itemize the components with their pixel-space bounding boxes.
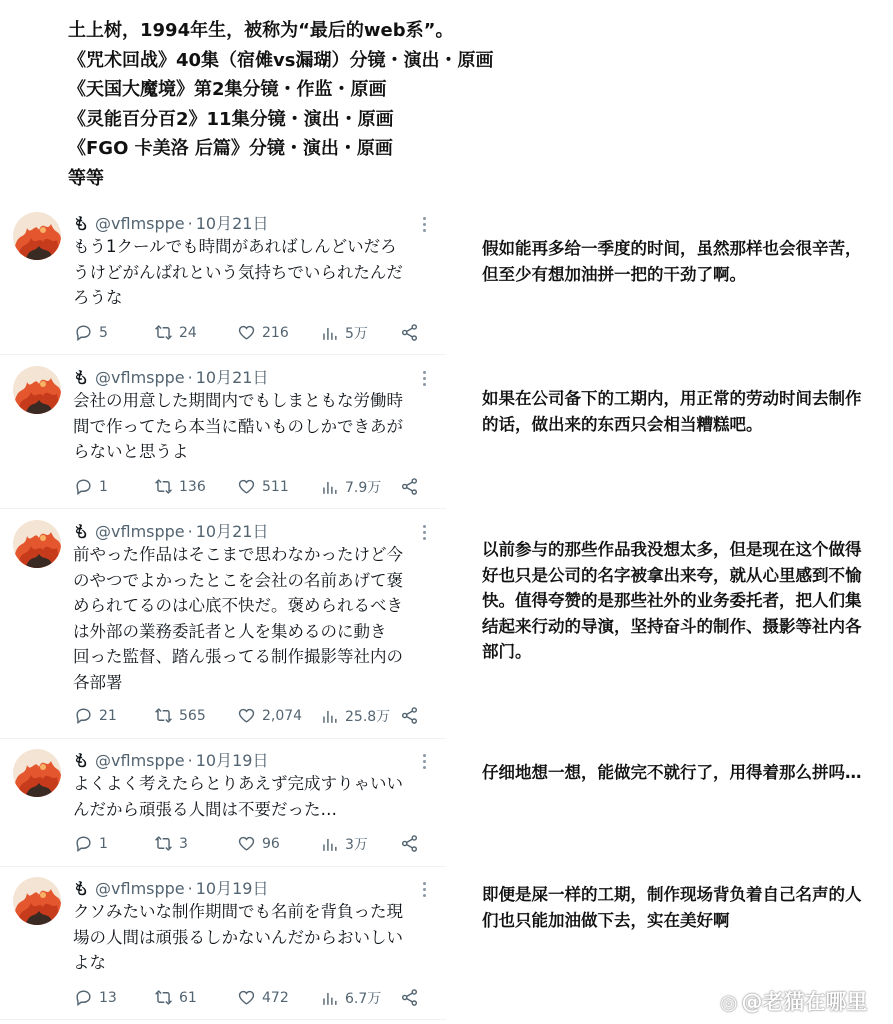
- user-handle[interactable]: @vflmsppe: [95, 879, 185, 898]
- tweet[interactable]: [0, 749, 446, 867]
- reply-button[interactable]: [74, 323, 108, 342]
- tweet[interactable]: [0, 877, 446, 1020]
- tweet-header: [73, 366, 268, 390]
- like-count: 511: [262, 478, 289, 495]
- intro-line: 土上树，1994年生，被称为“最后的web系”。: [68, 20, 454, 41]
- watermark: [720, 986, 867, 1016]
- retweet-icon: [154, 477, 173, 496]
- translation-text: 仔细地想一想，能做完不就行了，用得着那么拼吗…: [482, 763, 862, 782]
- tweet-date[interactable]: 10月21日: [195, 522, 269, 541]
- intro-line: 等等: [68, 167, 104, 189]
- tweet-text: クソみたいな制作期間でも名前を背負った現 場の人間は頑張るしかないんだからおいしい よな: [73, 902, 403, 972]
- retweet-button[interactable]: [154, 988, 197, 1007]
- tweet-actions: [74, 477, 424, 499]
- retweet-button[interactable]: [154, 477, 206, 496]
- like-count: 472: [262, 989, 289, 1006]
- tweet-header: [73, 520, 268, 544]
- avatar[interactable]: [13, 877, 61, 925]
- reply-icon: [74, 706, 93, 725]
- watermark-text: @老猫在哪里: [741, 990, 868, 1014]
- retweet-count: 136: [179, 478, 206, 495]
- translation-text: 假如能再多给一季度的时间，虽然那样也会很辛苦，但至少有想加油拼一把的干劲了啊。: [482, 239, 862, 284]
- tweet-date[interactable]: 10月21日: [195, 368, 269, 387]
- share-icon: [400, 477, 419, 496]
- tweet-date[interactable]: 10月21日: [195, 214, 269, 233]
- views-icon: [320, 478, 339, 497]
- tweet-actions: [74, 323, 424, 345]
- translation-text: 以前参与的那些作品我没想太多，但是现在这个做得好也只是公司的名字被拿出来夸，就从心里感到不愉快。值得夸赞的是那些社外的业务委托者，把人们集结起来行动的导演，坚持奋斗的制作、摄影等社内各部门。: [482, 540, 862, 661]
- tweet-header: [73, 877, 268, 901]
- display-name[interactable]: も: [73, 751, 90, 770]
- reply-button[interactable]: [74, 988, 117, 1007]
- reply-icon: [74, 477, 93, 496]
- retweet-count: 24: [179, 324, 197, 341]
- views-count: 3万: [345, 837, 368, 853]
- share-button[interactable]: [400, 477, 419, 496]
- like-button[interactable]: [237, 706, 302, 725]
- avatar[interactable]: [13, 520, 61, 568]
- separator-dot: ·: [187, 751, 193, 770]
- retweet-button[interactable]: [154, 323, 197, 342]
- reply-count: 5: [99, 324, 108, 341]
- views-button[interactable]: [320, 988, 381, 1008]
- share-button[interactable]: [400, 988, 419, 1007]
- user-handle[interactable]: @vflmsppe: [95, 368, 185, 387]
- display-name[interactable]: も: [73, 522, 90, 541]
- weibo-logo-icon: ◎: [720, 990, 738, 1014]
- intro-text: [68, 16, 588, 193]
- reply-count: 13: [99, 989, 117, 1006]
- retweet-icon: [154, 323, 173, 342]
- retweet-count: 3: [179, 835, 188, 852]
- like-button[interactable]: [237, 988, 289, 1007]
- views-icon: [320, 707, 339, 726]
- views-icon: [320, 835, 339, 854]
- avatar[interactable]: [13, 212, 61, 260]
- retweet-icon: [154, 706, 173, 725]
- more-icon[interactable]: [420, 751, 428, 771]
- views-button[interactable]: [320, 706, 390, 726]
- reply-icon: [74, 323, 93, 342]
- tweet-text: もう1クールでも時間があればしんどいだろ うけどがんばれという気持ちでいられたんだ ろうな: [73, 237, 403, 307]
- reply-button[interactable]: [74, 834, 108, 853]
- views-count: 5万: [345, 326, 368, 342]
- reply-count: 1: [99, 835, 108, 852]
- retweet-icon: [154, 834, 173, 853]
- display-name[interactable]: も: [73, 879, 90, 898]
- share-icon: [400, 834, 419, 853]
- heart-icon: [237, 323, 256, 342]
- tweet-actions: [74, 988, 424, 1010]
- retweet-button[interactable]: [154, 706, 206, 725]
- share-icon: [400, 323, 419, 342]
- like-button[interactable]: [237, 323, 289, 342]
- heart-icon: [237, 988, 256, 1007]
- user-handle[interactable]: @vflmsppe: [95, 522, 185, 541]
- share-button[interactable]: [400, 323, 419, 342]
- intro-line: 《天国大魔境》第2集分镜・作监・原画: [68, 79, 387, 100]
- user-handle[interactable]: @vflmsppe: [95, 751, 185, 770]
- reply-button[interactable]: [74, 706, 117, 725]
- intro-line: 《FGO 卡美洛 后篇》分镜・演出・原画: [68, 138, 393, 159]
- tweet-text: 会社の用意した期間内でもしまともな労働時 間で作ってたら本当に酷いものしかできあが らないと思うよ: [73, 391, 403, 461]
- like-button[interactable]: [237, 477, 289, 496]
- tweet-date[interactable]: 10月19日: [195, 751, 269, 770]
- intro-line: 《灵能百分百2》11集分镜・演出・原画: [68, 108, 394, 130]
- retweet-count: 61: [179, 989, 197, 1006]
- intro-line: 《咒术回战》40集（宿傩vs漏瑚）分镜・演出・原画: [68, 49, 494, 71]
- tweet-text: よくよく考えたらとりあえず完成すりゃいい んだから頑張る人間は不要だった…: [73, 774, 403, 819]
- tweet-date[interactable]: 10月19日: [195, 879, 269, 898]
- tweet-actions: [74, 706, 424, 728]
- reply-button[interactable]: [74, 477, 108, 496]
- like-count: 216: [262, 324, 289, 341]
- reply-icon: [74, 988, 93, 1007]
- separator-dot: ·: [187, 368, 193, 387]
- tweet-text: 前やった作品はそこまで思わなかったけど今 のやつでよかったとこを会社の名前あげて褒 められてるのは心底不快だ。褒められるべき は外部の業務委託者と人を集めるのに動き 回った監督、踏ん張ってる制作撮影等社内の 各部署: [73, 545, 403, 692]
- share-button[interactable]: [400, 834, 419, 853]
- heart-icon: [237, 834, 256, 853]
- reply-count: 1: [99, 478, 108, 495]
- views-count: 25.8万: [345, 709, 391, 725]
- more-icon[interactable]: [420, 214, 428, 234]
- retweet-icon: [154, 988, 173, 1007]
- reply-count: 21: [99, 707, 117, 724]
- retweet-button[interactable]: [154, 834, 188, 853]
- more-icon[interactable]: [420, 879, 428, 899]
- views-icon: [320, 989, 339, 1008]
- views-count: 7.9万: [345, 480, 382, 496]
- avatar[interactable]: [13, 366, 61, 414]
- share-icon: [400, 988, 419, 1007]
- separator-dot: ·: [187, 214, 193, 233]
- like-count: 96: [262, 835, 280, 852]
- display-name[interactable]: も: [73, 214, 90, 233]
- share-icon: [400, 706, 419, 725]
- translation-text: 即便是屎一样的工期，制作现场背负着自己名声的人们也只能加油做下去，实在美好啊: [482, 885, 862, 930]
- views-button[interactable]: [320, 477, 381, 497]
- separator-dot: ·: [187, 879, 193, 898]
- like-count: 2,074: [262, 707, 303, 724]
- heart-icon: [237, 706, 256, 725]
- views-icon: [320, 324, 339, 343]
- share-button[interactable]: [400, 706, 419, 725]
- display-name[interactable]: も: [73, 368, 90, 387]
- heart-icon: [237, 477, 256, 496]
- views-count: 6.7万: [345, 991, 382, 1007]
- retweet-count: 565: [179, 707, 206, 724]
- tweet[interactable]: [0, 366, 446, 509]
- tweet-actions: [74, 834, 424, 856]
- translation-text: 如果在公司备下的工期内，用正常的劳动时间去制作的话，做出来的东西只会相当糟糕吧。: [482, 389, 862, 434]
- tweet-header: [73, 212, 268, 236]
- more-icon[interactable]: [420, 368, 428, 388]
- tweet[interactable]: [0, 520, 446, 739]
- like-button[interactable]: [237, 834, 280, 853]
- views-button[interactable]: [320, 323, 368, 343]
- more-icon[interactable]: [420, 522, 428, 542]
- separator-dot: ·: [187, 522, 193, 541]
- tweet-header: [73, 749, 268, 773]
- tweet[interactable]: [0, 212, 446, 355]
- reply-icon: [74, 834, 93, 853]
- user-handle[interactable]: @vflmsppe: [95, 214, 185, 233]
- avatar[interactable]: [13, 749, 61, 797]
- views-button[interactable]: [320, 834, 368, 854]
